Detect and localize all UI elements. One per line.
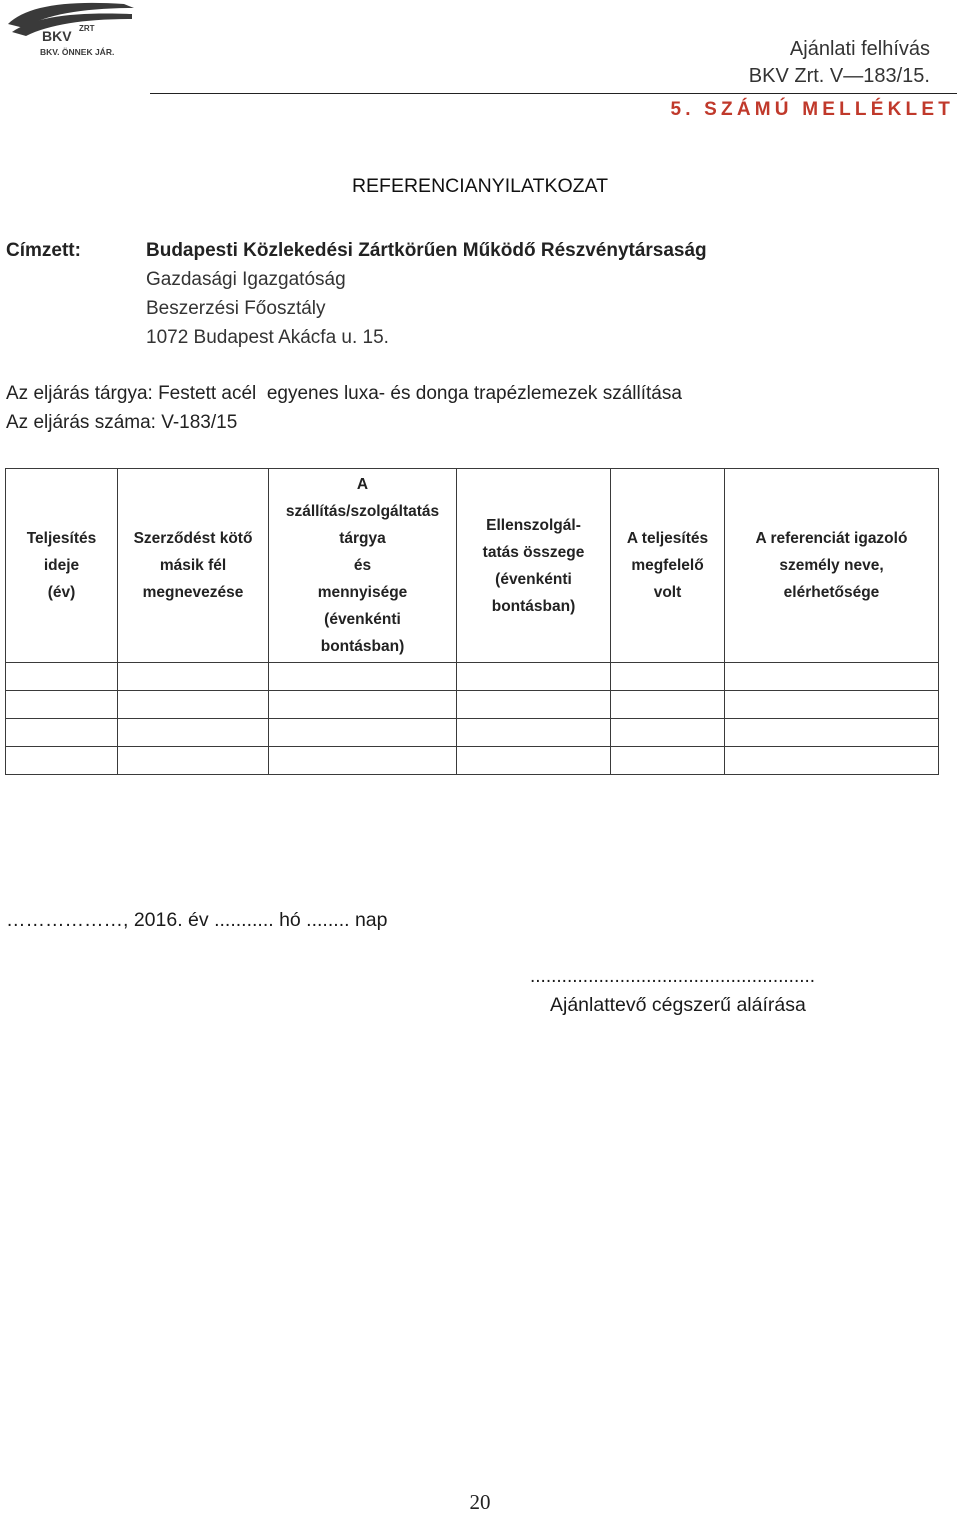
table-cell[interactable] bbox=[118, 691, 269, 719]
table-cell[interactable] bbox=[6, 663, 118, 691]
table-row bbox=[6, 719, 939, 747]
column-header-reference-contact bbox=[725, 469, 939, 663]
header-reference-number: BKV Zrt. V—183/15. bbox=[748, 65, 930, 87]
date-line[interactable]: ………………, 2016. év ........... hó ........ nap bbox=[6, 909, 388, 931]
table-cell[interactable] bbox=[118, 719, 269, 747]
column-header-label: Ellenszolgál- tatás összege (évenkénti bontásban) bbox=[482, 516, 585, 615]
column-header-subject-quantity bbox=[269, 469, 457, 663]
table-cell[interactable] bbox=[6, 691, 118, 719]
column-header-label: A teljesítés megfelelő volt bbox=[626, 530, 709, 601]
column-header-completion-year bbox=[6, 469, 118, 663]
table-cell[interactable] bbox=[118, 747, 269, 775]
table-cell[interactable] bbox=[269, 719, 457, 747]
table-cell[interactable] bbox=[725, 719, 939, 747]
column-header-consideration-amount bbox=[457, 469, 611, 663]
procedure-subject: Az eljárás tárgya: Festett acél egyenes luxa- és donga trapézlemezek szállítása bbox=[6, 383, 682, 404]
document-title: REFERENCIANYILATKOZAT bbox=[351, 175, 609, 197]
column-header-label: A referenciát igazoló személy neve, elérhetősége bbox=[755, 530, 908, 601]
table-cell[interactable] bbox=[457, 747, 611, 775]
logo-slogan: BKV. ÖNNEK JÁR. bbox=[40, 47, 115, 57]
column-header-label: Teljesítés ideje (év) bbox=[26, 530, 97, 601]
annex-title: 5. SZÁMÚ MELLÉKLET bbox=[670, 99, 954, 120]
bkv-logo bbox=[6, 2, 132, 60]
table-cell[interactable] bbox=[6, 719, 118, 747]
table-cell[interactable] bbox=[6, 747, 118, 775]
column-header-label: A szállítás/szolgáltatás tárgya és mennyisége (évenkénti bontásban) bbox=[285, 476, 440, 655]
table-cell[interactable] bbox=[118, 663, 269, 691]
table-row bbox=[6, 663, 939, 691]
recipient-address: 1072 Budapest Akácfa u. 15. bbox=[146, 327, 389, 348]
signature-label: Ajánlattevő cégszerű aláírása bbox=[550, 994, 806, 1016]
signature-line[interactable]: ...................................................... bbox=[530, 966, 816, 987]
table-row bbox=[6, 747, 939, 775]
column-header-label: Szerződést kötő másik fél megnevezése bbox=[133, 530, 253, 601]
page-number: 20 bbox=[469, 1490, 491, 1514]
recipient-organization: Budapesti Közlekedési Zártkörűen Működő Részvénytársaság bbox=[146, 240, 707, 261]
table-cell[interactable] bbox=[269, 663, 457, 691]
table-cell[interactable] bbox=[269, 691, 457, 719]
table-cell[interactable] bbox=[611, 747, 725, 775]
table-cell[interactable] bbox=[611, 719, 725, 747]
table-cell[interactable] bbox=[269, 747, 457, 775]
table-cell[interactable] bbox=[725, 747, 939, 775]
recipient-department: Gazdasági Igazgatóság bbox=[146, 269, 346, 290]
recipient-label: Címzett: bbox=[6, 240, 81, 261]
header-divider bbox=[150, 93, 957, 94]
logo-brand-sup: ZRT bbox=[79, 24, 95, 33]
table-cell[interactable] bbox=[457, 663, 611, 691]
table-cell[interactable] bbox=[457, 719, 611, 747]
procedure-number: Az eljárás száma: V-183/15 bbox=[6, 412, 238, 433]
header-document-type: Ajánlati felhívás bbox=[789, 38, 930, 60]
table-cell[interactable] bbox=[611, 663, 725, 691]
column-header-performance-adequate bbox=[611, 469, 725, 663]
table-cell[interactable] bbox=[725, 663, 939, 691]
column-header-contracting-party bbox=[118, 469, 269, 663]
table-cell[interactable] bbox=[725, 691, 939, 719]
table-row bbox=[6, 691, 939, 719]
logo-brand: BKV bbox=[42, 28, 72, 44]
recipient-division: Beszerzési Főosztály bbox=[146, 298, 326, 319]
reference-table bbox=[5, 468, 939, 775]
table-cell[interactable] bbox=[457, 691, 611, 719]
table-header-row bbox=[6, 469, 939, 663]
table-cell[interactable] bbox=[611, 691, 725, 719]
